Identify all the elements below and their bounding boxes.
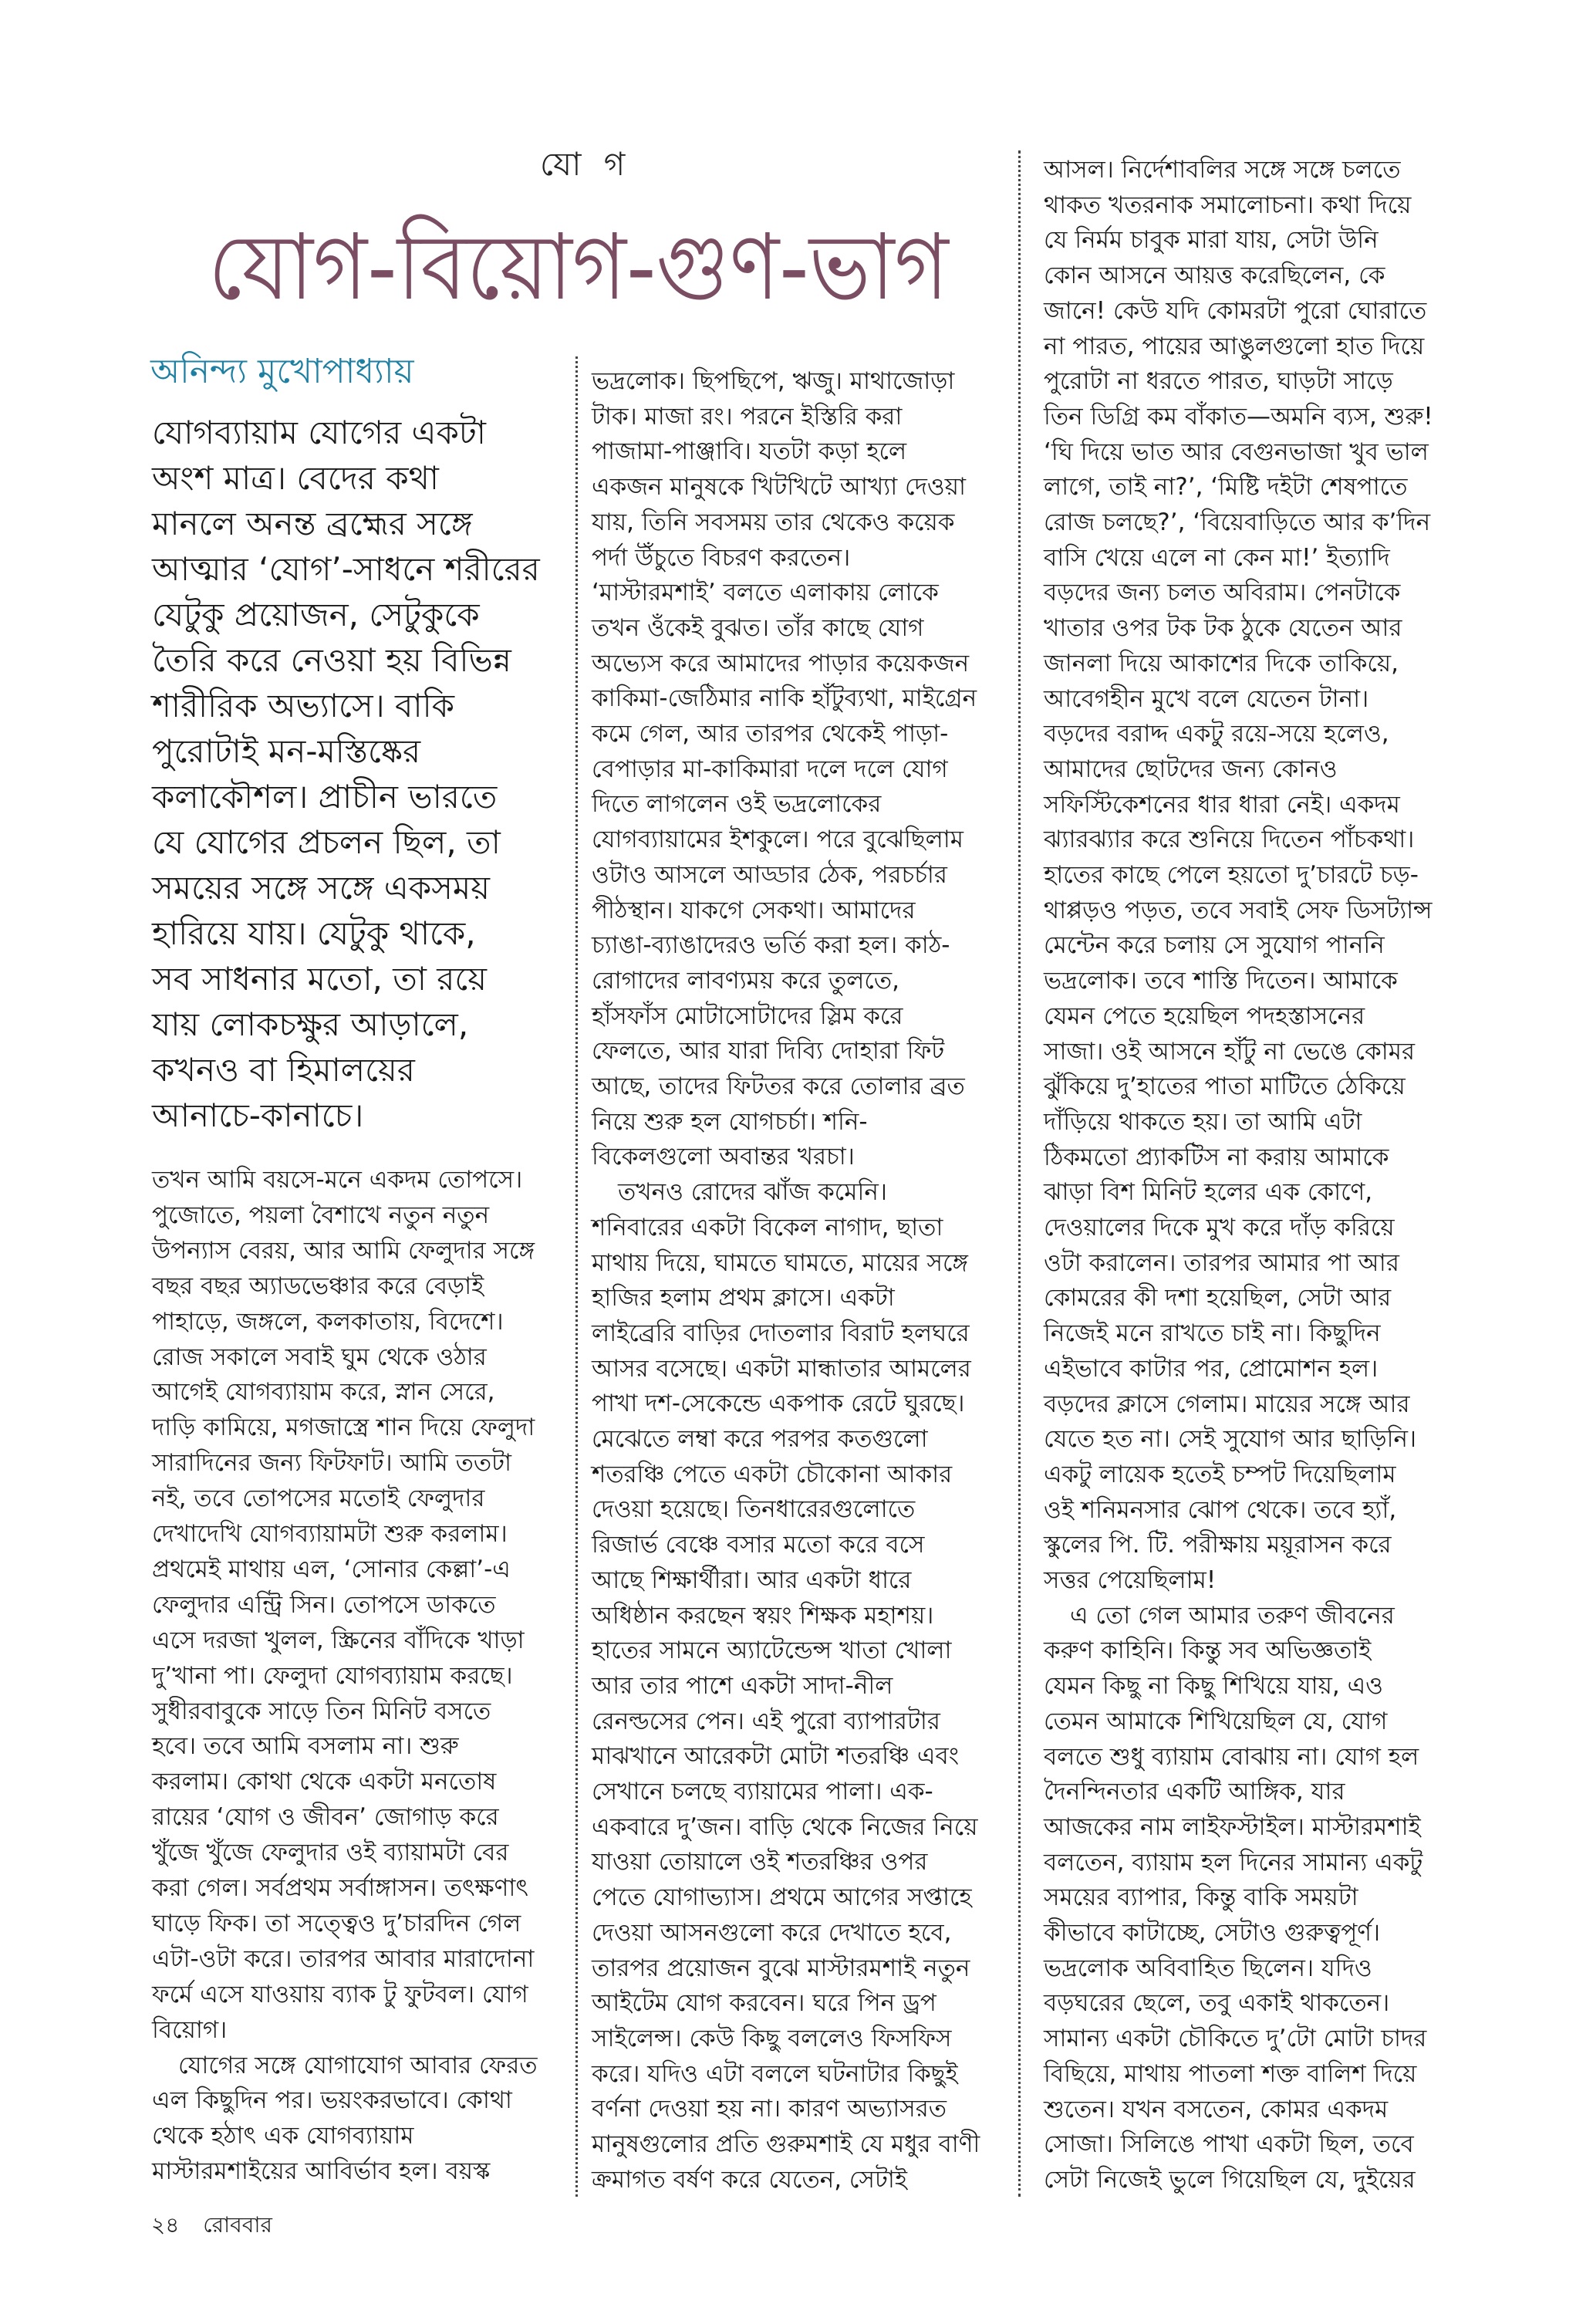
- text-line: একবারে দু’জন। বাড়ি থেকে নিজের নিয়ে: [592, 1812, 978, 1841]
- text-line: এটা-ওটা করে। তারপর আবার মারাদোনা: [152, 1944, 535, 1973]
- text-line: স্কুলের পি. টি. পরীক্ষায় ময়ূরাসন করে: [1044, 1531, 1392, 1559]
- text-line: বিকেলগুলো অবান্তর খরচা।: [592, 1143, 855, 1171]
- text-line: ঝাড়া বিশ মিনিট হলের এক কোণে,: [1044, 1178, 1373, 1207]
- text-line: বড়দের ক্লাসে গেলাম। মায়ের সঙ্গে আর: [1044, 1390, 1410, 1418]
- text-line: ঝ্যারঝ্যার করে শুনিয়ে দিতেন পাঁচকথা।: [1044, 826, 1415, 854]
- text-line: তখনও রোদের ঝাঁজ কমেনি।: [618, 1178, 887, 1207]
- text-line: তখন আমি বয়সে-মনে একদম তোপসে।: [152, 1166, 523, 1194]
- text-line: যেমন কিছু না কিছু শিখিয়ে যায়, এও: [1044, 1672, 1383, 1701]
- text-line: অংশ মাত্র। বেদের কথা: [152, 459, 439, 497]
- text-line: ভদ্রলোক অবিবাহিত ছিলেন। যদিও: [1044, 1954, 1372, 1982]
- text-line: টাক। মাজা রং। পরনে ইস্তিরি করা: [592, 402, 903, 431]
- text-line: কোমরের কী দশা হয়েছিল, সেটা আর: [1044, 1284, 1392, 1312]
- text-line: যে যোগের প্রচলন ছিল, তা: [152, 823, 501, 861]
- text-line: সত্তর পেয়েছিলাম!: [1044, 1566, 1217, 1594]
- text-line: রেনল্ডসের পেন। এই পুরো ব্যাপারটার: [592, 1707, 940, 1735]
- text-line: লাগে, তাই না?’, ‘মিষ্টি দইটা শেষপাতে: [1044, 473, 1408, 502]
- text-line: বলতে শুধু ব্যায়াম বোঝায় না। যোগ হল: [1044, 1742, 1419, 1771]
- column-divider: [1018, 150, 1021, 2197]
- text-line: মেঝেতে লম্বা করে পরপর কতগুলো: [592, 1425, 928, 1453]
- text-line: পুজোতে, পয়লা বৈশাখে নতুন নতুন: [152, 1201, 490, 1229]
- text-line: উপন্যাস বেরয়, আর আমি ফেলুদার সঙ্গে: [152, 1236, 535, 1265]
- text-line: তারপর প্রয়োজন বুঝে মাস্টারমশাই নতুন: [592, 1954, 970, 1982]
- text-line: থাপ্পড়ও পড়ত, তবে সবাই সেফ ডিসট্যান্স: [1044, 896, 1433, 924]
- text-line: বলতেন, ব্যায়াম হল দিনের সামান্য একটু: [1044, 1848, 1423, 1876]
- text-line: না পারত, পায়ের আঙুলগুলো হাত দিয়ে: [1044, 332, 1425, 360]
- text-line: সামান্য একটা চৌকিতে দু’টো মোটা চাদর: [1044, 2025, 1427, 2053]
- text-line: হাঁসফাঁস মোটাসোটাদের স্লিম করে: [592, 1002, 903, 1030]
- text-line: করুণ কাহিনি। কিন্তু সব অভিজ্ঞতাই: [1044, 1637, 1372, 1665]
- text-line: বড়দের বরাদ্দ একটু রয়ে-সয়ে হলেও,: [1044, 720, 1389, 748]
- text-line: ঘাড়ে ফিক। তা সত্ত্বেও দু’চারদিন গেল: [152, 1909, 521, 1937]
- text-line: ফর্মে এসে যাওয়ায় ব্যাক টু ফুটবল। যোগ: [152, 1980, 528, 2008]
- text-line: শতরঞ্চি পেতে একটা চৌকোনা আকার: [592, 1460, 953, 1488]
- text-line: কমে গেল, আর তারপর থেকেই পাড়া-: [592, 720, 949, 748]
- text-line: ফেলতে, আর যারা দিব্যি দোহারা ফিট: [592, 1037, 945, 1066]
- text-line: জানলা দিয়ে আকাশের দিকে তাকিয়ে,: [1044, 649, 1399, 677]
- text-line: মাঝখানে আরেকটা মোটা শতরঞ্চি এবং: [592, 1742, 960, 1771]
- text-line: দৈনন্দিনতার একটি আঙ্গিক, যার: [1044, 1778, 1345, 1806]
- text-line: সাজা। ওই আসনে হাঁটু না ভেঙে কোমর: [1044, 1037, 1415, 1066]
- text-line: আত্মার ‘যোগ’-সাধনে শরীরের: [152, 550, 540, 588]
- text-line: ওটা করালেন। তারপর আমার পা আর: [1044, 1248, 1399, 1277]
- text-line: রিজার্ভ বেঞ্চে বসার মতো করে বসে: [592, 1531, 925, 1559]
- text-line: ক্রমাগত বর্ষণ করে যেতেন, সেটাই: [592, 2165, 907, 2194]
- text-line: সোজা। সিলিঙে পাখা একটা ছিল, তবে: [1044, 2130, 1414, 2159]
- text-line: মেন্টেন করে চলায় সে সুযোগ পাননি: [1044, 931, 1385, 960]
- text-line: যোগব্যায়াম যোগের একটা: [152, 414, 486, 451]
- text-line: একটু লায়েক হতেই চম্পট দিয়েছিলাম: [1044, 1460, 1396, 1488]
- text-line: ঠিকমতো প্র্যাকটিস না করায় আমাকে: [1044, 1143, 1389, 1171]
- text-line: বিছিয়ে, মাথায় পাতলা শক্ত বালিশ দিয়ে: [1044, 2059, 1417, 2088]
- text-line: পর্দা উঁচুতে বিচরণ করতেন।: [592, 543, 851, 572]
- text-line: রোগাদের লাবণ্যময় করে তুলতে,: [592, 966, 899, 995]
- text-line: যেটুকু প্রয়োজন, সেটুকুকে: [152, 596, 480, 633]
- text-line: আছে শিক্ষার্থীরা। আর একটা ধারে: [592, 1566, 912, 1594]
- text-line: বাসি খেয়ে এলে না কেন মা!’ ইত্যাদি: [1044, 543, 1390, 572]
- text-line: বর্ণনা দেওয়া হয় না। কারণ অভ্যাসরত: [592, 2095, 947, 2123]
- text-line: মানুষগুলোর প্রতি গুরুমশাই যে মধুর বাণী: [592, 2130, 980, 2158]
- text-line: আবেগহীন মুখে বলে যেতেন টানা।: [1044, 684, 1369, 713]
- text-line: যোগব্যায়ামের ইশকুলে। পরে বুঝেছিলাম: [592, 826, 963, 854]
- text-line: ওই শনিমনসার ঝোপ থেকে। তবে হ্যাঁ,: [1044, 1495, 1397, 1524]
- text-line: কলাকৌশল। প্রাচীন ভারতে: [152, 778, 498, 816]
- article-title: যোগ-বিয়োগ-গুণ-ভাগ: [208, 214, 949, 320]
- text-line: আমাদের ছোটদের জন্য কোনও: [1044, 755, 1338, 783]
- text-line: এইভাবে কাটার পর, প্রোমোশন হল।: [1044, 1354, 1379, 1383]
- text-line: মানলে অনন্ত ব্রহ্মের সঙ্গে: [152, 505, 473, 542]
- text-line: খাতার ওপর টক টক ঠুকে যেতেন আর: [1044, 614, 1402, 643]
- publication-name: রোববার: [203, 2212, 272, 2238]
- text-line: এ তো গেল আমার তরুণ জীবনের: [1070, 1601, 1395, 1630]
- text-line: একজন মানুষকে খিটখিটে আখ্যা দেওয়া: [592, 473, 966, 502]
- text-line: সেটা নিজেই ভুলে গিয়েছিল যে, দুইয়ের: [1044, 2165, 1416, 2194]
- text-line: দেওয়া হয়েছে। তিনধারেরগুলোতে: [592, 1495, 916, 1524]
- text-line: আনাচে-কানাচে।: [152, 1096, 364, 1134]
- text-line: রায়ের ‘যোগ ও জীবন’ জোগাড় করে: [152, 1803, 499, 1832]
- text-line: দাড়ি কামিয়ে, মগজাস্ত্রে শান দিয়ে ফেলুদা: [152, 1414, 535, 1442]
- text-line: দেখাদেখি যোগব্যায়ামটা শুরু করলাম।: [152, 1520, 508, 1548]
- text-line: হাতের সামনে অ্যাটেন্ডেন্স খাতা খোলা: [592, 1637, 952, 1665]
- text-line: শুতেন। যখন বসতেন, কোমর একদম: [1044, 2095, 1389, 2123]
- text-line: তিন ডিগ্রি কম বাঁকাত—অমনি ব্যস, শুরু!: [1044, 402, 1433, 431]
- text-line: দেওয়া আসনগুলো করে দেখাতে হবে,: [592, 1918, 952, 1947]
- text-line: অধিষ্ঠান করছেন স্বয়ং শিক্ষক মহাশয়।: [592, 1601, 934, 1630]
- text-line: ‘ঘি দিয়ে ভাত আর বেগুনভাজা খুব ভাল: [1044, 437, 1429, 466]
- text-line: মাথায় দিয়ে, ঘামতে ঘামতে, মায়ের সঙ্গে: [592, 1248, 968, 1277]
- text-line: বিয়োগ।: [152, 2015, 228, 2044]
- text-line: হারিয়ে যায়। যেটুকু থাকে,: [152, 914, 476, 952]
- text-line: হাতের কাছে পেলে হয়তো দু’চারটে চড়-: [1044, 861, 1419, 889]
- text-line: সারাদিনের জন্য ফিটফাট। আমি ততটা: [152, 1449, 511, 1478]
- text-line: থাকত খতরনাক সমালোচনা। কথা দিয়ে: [1044, 191, 1412, 219]
- text-line: এল কিছুদিন পর। ভয়ংকরভাবে। কোথা: [152, 2086, 512, 2115]
- text-line: সফিস্টিকেশনের ধার ধারা নেই। একদম: [1044, 790, 1400, 819]
- text-line: বেপাড়ার মা-কাকিমারা দলে দলে যোগ: [592, 755, 948, 783]
- text-line: সাইলেন্স। কেউ কিছু বললেও ফিসফিস: [592, 2024, 952, 2052]
- text-line: যায় লোকচক্ষুর আড়ালে,: [152, 1005, 469, 1043]
- text-line: পেতে যোগাভ্যাস। প্রথমে আগের সপ্তাহে: [592, 1883, 972, 1912]
- text-line: মাস্টারমশাইয়ের আবির্ভাব হল। বয়স্ক: [152, 2157, 491, 2186]
- text-line: সুধীরবাবুকে সাড়ে তিন মিনিট বসতে: [152, 1697, 491, 1725]
- text-line: করলাম। কোথা থেকে একটা মনতোষ: [152, 1768, 497, 1796]
- text-line: আগেই যোগব্যায়াম করে, স্নান সেরে,: [152, 1378, 495, 1407]
- text-line: পাখা দশ-সেকেন্ডে একপাক রেটে ঘুরছে।: [592, 1390, 965, 1418]
- text-line: নিজেই মনে রাখতে চাই না। কিছুদিন: [1044, 1319, 1381, 1348]
- text-line: সময়ের ব্যাপার, কিন্তু বাকি সময়টা: [1044, 1883, 1358, 1912]
- text-line: পাজামা-পাঞ্জাবি। যতটা কড়া হলে: [592, 437, 907, 466]
- text-line: ফেলুদার এন্ট্রি সিন। তোপসে ডাকতে: [152, 1590, 496, 1619]
- text-line: আর তার পাশে একটা সাদা-নীল: [592, 1671, 893, 1700]
- text-line: আইটেম যোগ করবেন। ঘরে পিন ড্রপ: [592, 1989, 936, 2018]
- text-line: করা গেল। সর্বপ্রথম সর্বাঙ্গাসন। তৎক্ষণাৎ: [152, 1874, 528, 1902]
- text-line: যেমন পেতে হয়েছিল পদহস্তাসনের: [1044, 1002, 1365, 1030]
- text-line: নই, তবে তোপসের মতোই ফেলুদার: [152, 1485, 485, 1513]
- text-line: আজকের নাম লাইফস্টাইল। মাস্টারমশাই: [1044, 1812, 1421, 1841]
- text-line: কোন আসনে আয়ত্ত করেছিলেন, কে: [1044, 262, 1385, 290]
- text-line: পুরোটা না ধরতে পারত, ঘাড়টা সাড়ে: [1044, 367, 1393, 396]
- text-line: শারীরিক অভ্যাসে। বাকি: [152, 687, 454, 725]
- text-line: তখন ওঁকেই বুঝত। তাঁর কাছে যোগ: [592, 613, 924, 642]
- page-number: ২৪: [151, 2212, 180, 2238]
- text-line: রোজ চলছে?’, ‘বিয়েবাড়িতে আর ক’দিন: [1044, 508, 1431, 536]
- text-line: শনিবারের একটা বিকেল নাগাদ, ছাতা: [592, 1213, 943, 1241]
- text-line: এসে দরজা খুলল, স্ক্রিনের বাঁদিকে খাড়া: [152, 1626, 525, 1654]
- text-line: পাহাড়ে, জঙ্গলে, কলকাতায়, বিদেশে।: [152, 1307, 504, 1336]
- text-line: ভদ্রলোক। তবে শাস্তি দিতেন। আমাকে: [1044, 967, 1398, 995]
- text-line: দিতে লাগলেন ওই ভদ্রলোকের: [592, 790, 882, 819]
- text-line: চ্যাঙা-ব্যাঙাদেরও ভর্তি করা হল। কাঠ-: [592, 931, 950, 960]
- text-line: থেকে হঠাৎ এক যোগব্যায়াম: [152, 2122, 414, 2150]
- text-line: বছর বছর অ্যাডভেঞ্চার করে বেড়াই: [152, 1272, 484, 1300]
- text-line: কাকিমা-জেঠিমার নাকি হাঁটুব্যথা, মাইগ্রেন: [592, 684, 977, 713]
- text-line: রোজ সকালে সবাই ঘুম থেকে ওঠার: [152, 1343, 487, 1371]
- text-line: পীঠস্থান। যাকগে সেকথা। আমাদের: [592, 896, 916, 924]
- text-line: ওটাও আসলে আড্ডার ঠেক, পরচর্চার: [592, 860, 947, 889]
- text-line: জানে! কেউ যদি কোমরটা পুরো ঘোরাতে: [1044, 296, 1427, 325]
- text-line: অভ্যেস করে আমাদের পাড়ার কয়েকজন: [592, 649, 970, 677]
- text-line: দাঁড়িয়ে থাকতে হয়। তা আমি এটা: [1044, 1107, 1362, 1136]
- text-line: যেতে হত না। সেই সুযোগ আর ছাড়িনি।: [1044, 1425, 1417, 1454]
- text-line: ‘মাস্টারমশাই’ বলতে এলাকায় লোকে: [592, 579, 939, 607]
- text-line: তৈরি করে নেওয়া হয় বিভিন্ন: [152, 641, 511, 679]
- text-line: সময়ের সঙ্গে সঙ্গে একসময়: [152, 869, 490, 907]
- text-line: আছে, তাদের ফিটতর করে তোলার ব্রত: [592, 1072, 965, 1100]
- text-line: হাজির হলাম প্রথম ক্লাসে। একটা: [592, 1284, 895, 1312]
- text-line: হবে। তবে আমি বসলাম না। শুরু: [152, 1732, 459, 1761]
- page-footer: [151, 2208, 289, 2245]
- text-line: আসর বসেছে। একটা মান্ধাতার আমলের: [592, 1354, 971, 1383]
- text-line: নিয়ে শুরু হল যোগচর্চা। শনি-: [592, 1107, 868, 1136]
- text-line: যে নির্মম চাবুক মারা যায়, সেটা উনি: [1044, 226, 1379, 255]
- text-line: ভদ্রলোক। ছিপছিপে, ঋজু। মাথাজোড়া: [592, 367, 955, 395]
- text-line: আসল। নির্দেশাবলির সঙ্গে সঙ্গে চলতে: [1044, 156, 1401, 184]
- text-line: বড়ঘরের ছেলে, তবু একাই থাকতেন।: [1044, 1989, 1390, 2018]
- author-byline: অনিন্দ্য মুখোপাধ্যায়: [150, 352, 414, 391]
- text-line: সব সাধনার মতো, তা রয়ে: [152, 960, 487, 998]
- text-line: যোগের সঙ্গে যোগাযোগ আবার ফেরত: [178, 2051, 538, 2079]
- text-line: করে। যদিও এটা বললে ঘটনাটার কিছুই: [592, 2059, 958, 2088]
- text-line: যাওয়া তোয়ালে ওই শতরঞ্চির ওপর: [592, 1848, 928, 1876]
- text-line: পুরোটাই মন-মস্তিষ্কের: [152, 732, 421, 770]
- text-line: কীভাবে কাটাচ্ছে, সেটাও গুরুত্বপূর্ণ।: [1044, 1919, 1381, 1947]
- text-line: যায়, তিনি সবসময় তার থেকেও কয়েক: [592, 508, 955, 536]
- column-divider: [575, 356, 578, 2197]
- text-line: লাইব্রেরি বাড়ির দোতলার বিরাট হলঘরে: [592, 1319, 970, 1347]
- text-line: বড়দের জন্য চলত অবিরাম। পেনটাকে: [1044, 579, 1401, 607]
- text-line: খুঁজে খুঁজে ফেলুদার ওই ব্যায়ামটা বের: [152, 1839, 509, 1867]
- section-label: যো গ: [540, 145, 632, 183]
- text-line: দু’খানা পা। ফেলুদা যোগব্যায়াম করছে।: [152, 1661, 513, 1690]
- text-line: কখনও বা হিমালয়ের: [152, 1051, 415, 1089]
- text-line: ঝুঁকিয়ে দু’হাতের পাতা মাটিতে ঠেকিয়ে: [1044, 1072, 1406, 1101]
- text-line: দেওয়ালের দিকে মুখ করে দাঁড় করিয়ে: [1044, 1214, 1395, 1241]
- text-line: তেমন আমাকে শিখিয়েছিল যে, যোগ: [1044, 1707, 1388, 1735]
- text-line: প্রথমেই মাথায় এল, ‘সোনার কেল্লা’-এ: [152, 1555, 511, 1583]
- text-line: সেখানে চলছে ব্যায়ামের পালা। এক-: [592, 1778, 933, 1805]
